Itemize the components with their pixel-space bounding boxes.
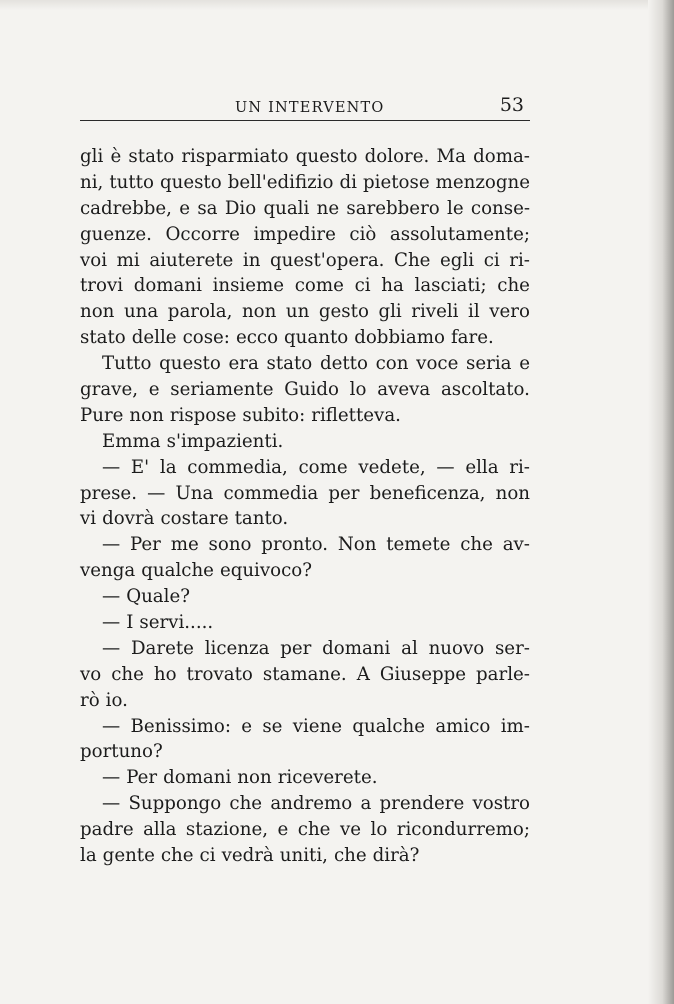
word: che: [297, 819, 331, 841]
word: ri-: [509, 456, 530, 478]
word: delle: [131, 327, 177, 349]
word: Giuseppe: [379, 663, 467, 685]
word: vedrà: [221, 845, 274, 867]
word: ve: [339, 819, 361, 841]
word: ciò: [349, 223, 377, 245]
word: che: [160, 845, 194, 867]
word: stato: [80, 327, 126, 349]
word: egli: [440, 249, 475, 271]
word: per: [280, 637, 312, 659]
text-line: [80, 377, 530, 403]
word: licenza: [204, 637, 270, 659]
word: commedia,: [187, 456, 288, 478]
word: che: [111, 663, 144, 685]
word: ricondurremo;: [396, 819, 530, 841]
word: gli: [80, 146, 104, 167]
word: voi: [80, 249, 108, 271]
word: —: [102, 586, 121, 608]
word: Dio: [224, 197, 257, 219]
word: vostro: [472, 793, 530, 815]
word: lo: [349, 379, 367, 401]
word: ri-: [509, 249, 530, 271]
word: fare.: [450, 327, 494, 349]
word: che: [229, 793, 263, 815]
word: domani: [322, 637, 391, 659]
word: non: [495, 482, 530, 504]
word: servi.....: [139, 612, 214, 634]
word: pronto.: [261, 534, 329, 556]
word: dovrà: [102, 508, 155, 530]
word: rifletteva.: [311, 404, 401, 426]
word: pietose: [363, 171, 430, 193]
text-line: [80, 532, 530, 558]
word: qualche: [141, 560, 214, 582]
word: voce: [416, 353, 459, 375]
word: come: [294, 275, 344, 297]
word: vedete,: [358, 456, 426, 478]
word: il: [468, 301, 480, 323]
word: e: [148, 379, 160, 401]
word: era: [228, 353, 259, 375]
text-line: [80, 481, 530, 507]
word: non: [241, 301, 277, 323]
word: al: [401, 637, 418, 659]
word: —: [147, 482, 166, 504]
word: equivoco?: [219, 560, 312, 582]
word: detto: [319, 353, 368, 375]
word: e: [241, 715, 253, 737]
word: che: [333, 845, 367, 867]
word: cadrebbe,: [80, 197, 172, 219]
word: seriamente: [170, 379, 274, 401]
text-line: [80, 248, 530, 274]
word: —: [102, 767, 121, 789]
word: Tutto: [102, 353, 152, 375]
word: non: [237, 767, 272, 789]
word: guenze.: [80, 223, 152, 245]
word: come: [298, 456, 348, 478]
word: doma-: [473, 146, 530, 167]
word: riveli: [411, 301, 459, 323]
word: quest'opera.: [270, 249, 385, 271]
word: quali: [263, 197, 310, 219]
word: Suppongo: [128, 793, 222, 815]
word: me: [170, 534, 199, 556]
word: ser-: [494, 637, 530, 659]
word: non: [80, 301, 115, 323]
word: che: [497, 275, 530, 297]
text-body: [80, 144, 530, 869]
text-line: [80, 196, 530, 222]
word: Per: [126, 767, 158, 789]
text-line: [80, 455, 530, 481]
word: Quale?: [126, 586, 190, 608]
word: Una: [175, 482, 214, 504]
word: che: [460, 534, 493, 556]
word: Per: [130, 534, 161, 556]
text-line: [80, 584, 530, 610]
word: qualche: [352, 715, 426, 737]
word: Non: [337, 534, 377, 556]
word: gesto: [318, 301, 369, 323]
word: conse-: [470, 197, 530, 219]
text-line: [80, 791, 530, 817]
word: ni,: [80, 171, 104, 193]
word: —: [102, 793, 121, 815]
text-line: [80, 506, 530, 532]
word: sono: [208, 534, 252, 556]
word: ho: [153, 663, 177, 685]
text-line: [80, 765, 530, 791]
word: commedia: [223, 482, 319, 504]
word: uniti,: [279, 845, 328, 867]
word: s'impazienti.: [166, 430, 284, 452]
word: nuovo: [428, 637, 485, 659]
word: questo: [159, 353, 221, 375]
word: seria: [466, 353, 512, 375]
word: subito:: [242, 404, 306, 426]
word: beneficenza,: [369, 482, 486, 504]
word: E': [130, 456, 150, 478]
word: parola,: [167, 301, 233, 323]
word: vo: [80, 663, 102, 685]
word: e: [277, 819, 289, 841]
word: A: [356, 663, 370, 685]
word: andremo: [270, 793, 353, 815]
word: di: [339, 171, 357, 193]
running-title: UN INTERVENTO: [235, 100, 385, 116]
word: mi: [116, 249, 140, 271]
word: questo: [295, 146, 358, 167]
word: —: [102, 534, 121, 556]
word: Darete: [130, 637, 194, 659]
word: —: [102, 612, 121, 634]
word: domani: [163, 767, 232, 789]
word: rò: [80, 689, 100, 711]
word: impedire: [253, 223, 336, 245]
word: —: [102, 637, 121, 659]
word: ella: [465, 456, 499, 478]
word: lo: [370, 819, 388, 841]
word: trovi: [80, 275, 124, 297]
text-line: [80, 351, 530, 377]
word: Ma: [436, 146, 466, 167]
word: ecco: [235, 327, 279, 349]
word: le: [447, 197, 464, 219]
word: io.: [105, 689, 128, 711]
word: vi: [80, 508, 97, 530]
text-line: [80, 688, 530, 714]
word: vero: [489, 301, 530, 323]
word: tutto: [109, 171, 154, 193]
word: ci: [199, 845, 216, 867]
word: rispose: [169, 404, 237, 426]
text-line: [80, 714, 530, 740]
word: amico: [435, 715, 491, 737]
word: dolore.: [364, 146, 430, 167]
word: padre: [80, 819, 134, 841]
word: Emma: [102, 430, 161, 452]
word: risparmiato: [181, 146, 289, 167]
word: Benissimo:: [130, 715, 231, 737]
text-line: [80, 817, 530, 843]
word: aveva: [377, 379, 431, 401]
word: la: [80, 845, 97, 867]
page-number: 53: [499, 94, 524, 116]
word: domani: [133, 275, 202, 297]
word: sa: [197, 197, 218, 219]
text-line: [80, 403, 530, 429]
word: trovato: [186, 663, 253, 685]
text-line: [80, 144, 530, 170]
text-line: [80, 273, 530, 299]
word: viene: [292, 715, 343, 737]
word: non: [129, 404, 164, 426]
word: grave,: [80, 379, 138, 401]
word: stazione,: [185, 819, 269, 841]
word: ascoltato.: [440, 379, 530, 401]
word: assolutamente;: [389, 223, 530, 245]
word: un: [285, 301, 310, 323]
word: av-: [502, 534, 530, 556]
word: dirà?: [372, 845, 420, 867]
word: tanto.: [234, 508, 289, 530]
word: stato: [266, 353, 313, 375]
text-line: [80, 739, 530, 765]
word: Guido: [284, 379, 339, 401]
word: una: [123, 301, 159, 323]
word: ne: [316, 197, 340, 219]
running-header: [80, 94, 530, 121]
word: ci: [354, 275, 371, 297]
word: stamane.: [262, 663, 347, 685]
word: parle-: [476, 663, 530, 685]
page-top-shadow: [0, 0, 674, 10]
word: I: [126, 612, 134, 634]
word: stato: [128, 146, 175, 167]
text-line: [80, 429, 530, 455]
word: per: [328, 482, 360, 504]
word: sarebbero: [346, 197, 440, 219]
page-binding-edge: [648, 0, 674, 1004]
word: temete: [386, 534, 451, 556]
word: e: [519, 353, 530, 375]
word: menzogne: [435, 171, 530, 193]
word: portuno?: [80, 741, 163, 763]
word: in: [242, 249, 261, 271]
text-line: [80, 843, 530, 869]
word: cose:: [182, 327, 230, 349]
word: —: [102, 456, 121, 478]
word: prendere: [379, 793, 465, 815]
word: venga: [80, 560, 136, 582]
text-line: [80, 325, 530, 351]
word: alla: [143, 819, 177, 841]
word: ci: [483, 249, 500, 271]
word: lasciati;: [414, 275, 487, 297]
word: a: [360, 793, 372, 815]
word: ha: [381, 275, 404, 297]
word: Pure: [80, 404, 124, 426]
text-line: [80, 170, 530, 196]
word: im-: [500, 715, 530, 737]
word: dobbiamo: [354, 327, 445, 349]
word: se: [262, 715, 283, 737]
text-line: [80, 222, 530, 248]
text-line: [80, 299, 530, 325]
word: quanto: [284, 327, 349, 349]
word: —: [436, 456, 455, 478]
word: insieme: [212, 275, 285, 297]
word: gli: [378, 301, 402, 323]
text-line: [80, 558, 530, 584]
word: prese.: [80, 482, 137, 504]
word: è: [110, 146, 122, 167]
word: Occorre: [165, 223, 240, 245]
text-line: [80, 662, 530, 688]
text-line: [80, 636, 530, 662]
word: questo: [159, 171, 222, 193]
word: gente: [102, 845, 155, 867]
word: —: [102, 715, 121, 737]
word: la: [159, 456, 177, 478]
word: costare: [160, 508, 229, 530]
word: aiuterete: [149, 249, 234, 271]
word: e: [179, 197, 191, 219]
word: Che: [394, 249, 431, 271]
word: con: [375, 353, 409, 375]
word: bell'edifizio: [227, 171, 334, 193]
text-line: [80, 610, 530, 636]
word: riceverete.: [277, 767, 378, 789]
